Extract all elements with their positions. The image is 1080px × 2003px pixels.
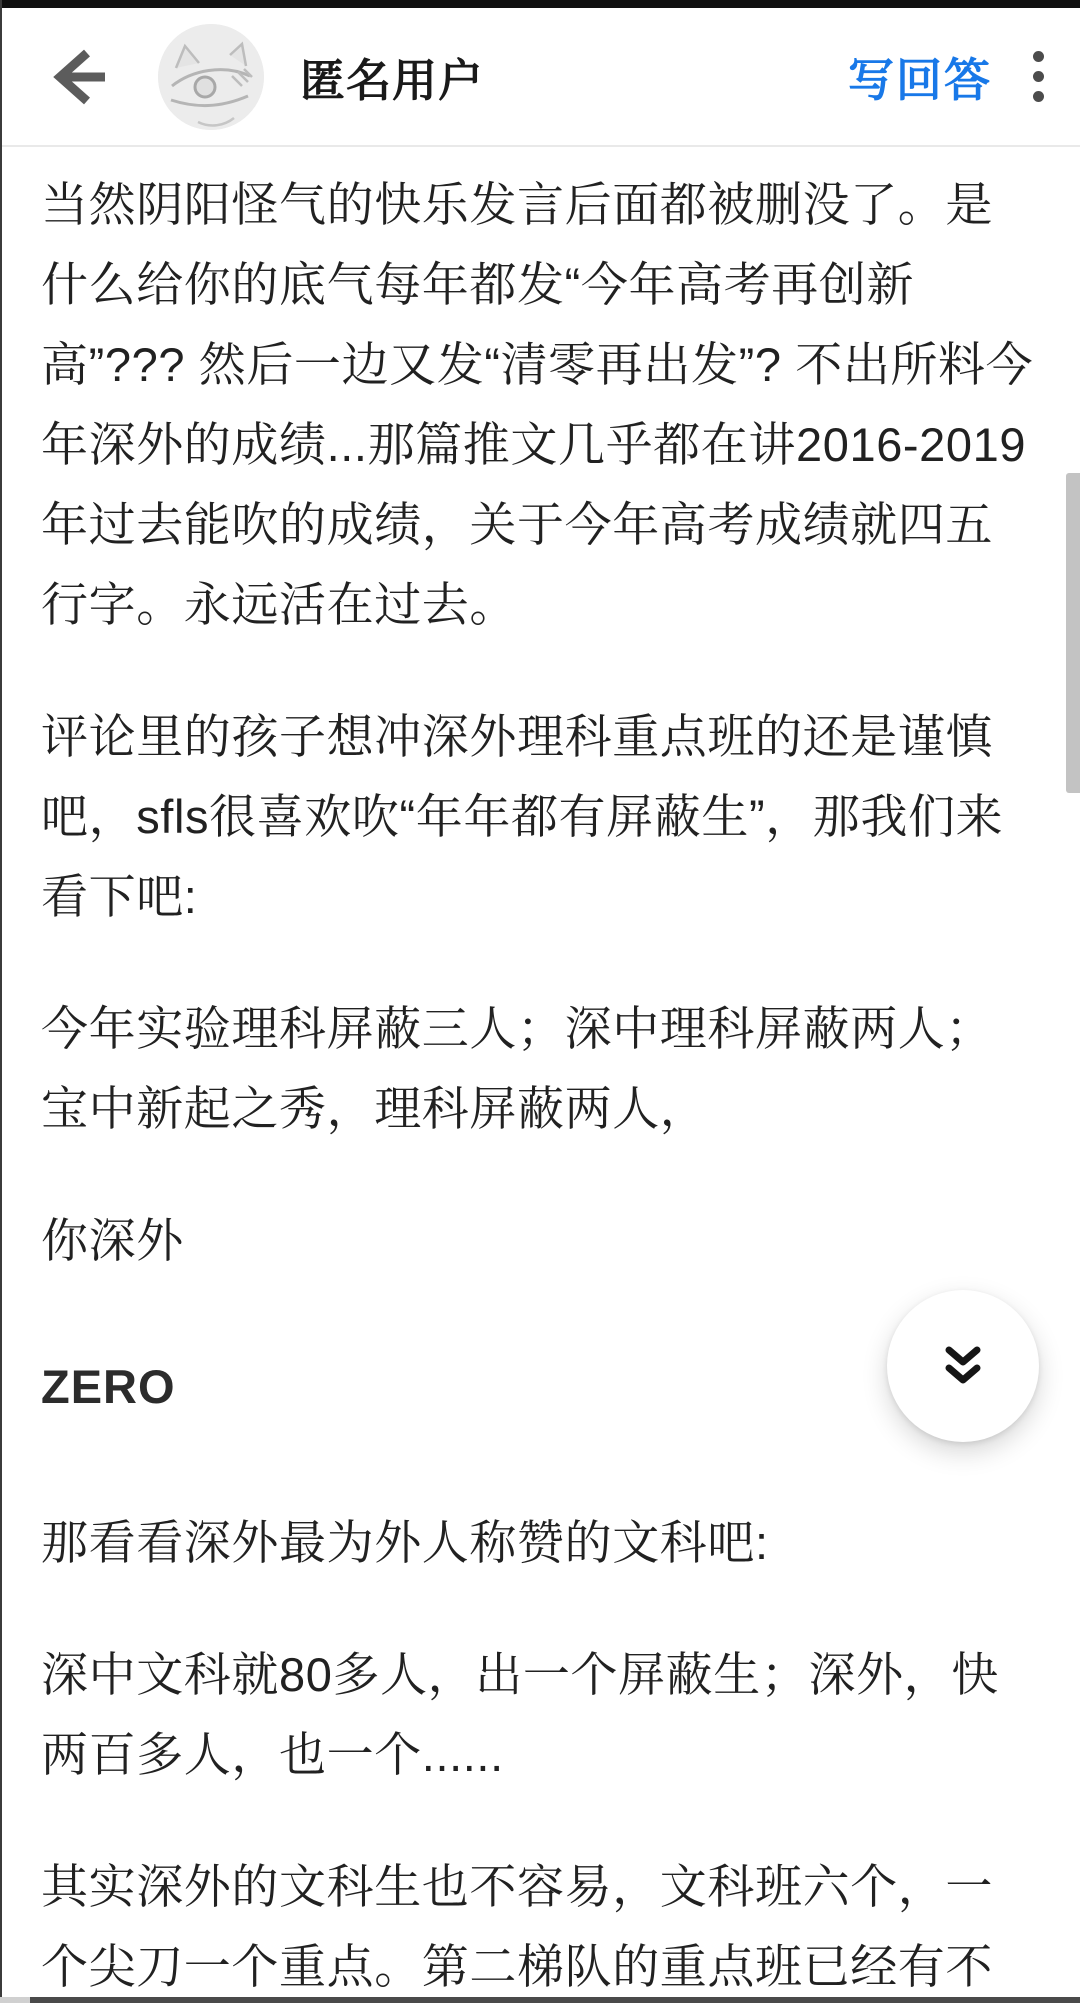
text-paragraph: [41, 697, 1041, 937]
text-line: 年深外的成绩...那篇推文几乎都在讲2016-2019: [41, 418, 1027, 471]
text-line: ZERO: [41, 1360, 176, 1413]
write-answer-button[interactable]: 写回答: [842, 43, 998, 111]
text-line: 年过去能吹的成绩，关于今年高考成绩就四五: [41, 498, 993, 551]
answer-body: [0, 147, 1080, 2003]
kebab-dot: [1033, 71, 1044, 82]
scrollbar-thumb[interactable]: [1066, 473, 1080, 793]
screenshot-bottom-corner: [0, 1997, 30, 2003]
text-paragraph: [41, 1635, 1041, 1795]
text-line: 吧，sfls很喜欢吹“年年都有屏蔽生”，那我们来: [41, 790, 1004, 843]
text-paragraph: [41, 1201, 1041, 1281]
text-line: 个尖刀一个重点。第二梯队的重点班已经有不: [41, 1940, 993, 1993]
text-line: 行字。永远活在过去。: [41, 578, 517, 631]
text-paragraph: [41, 1503, 1041, 1583]
screenshot-top-edge: [0, 0, 1080, 8]
text-line: 评论里的孩子想冲深外理科重点班的还是谨慎: [41, 710, 993, 763]
back-button[interactable]: [48, 42, 118, 112]
back-arrow-icon: [51, 48, 115, 106]
text-line: 两百多人，也一个......: [41, 1728, 504, 1781]
text-line: 什么给你的底气每年都发“今年高考再创新: [41, 258, 915, 311]
text-paragraph: [41, 165, 1041, 645]
text-line: 你深外: [41, 1214, 184, 1267]
text-line: 其实深外的文科生也不容易，文科班六个，一: [41, 1860, 993, 1913]
text-line: 高”??? 然后一边又发“清零再出发”? 不出所料今: [41, 338, 1034, 391]
scroll-to-bottom-button[interactable]: [887, 1290, 1039, 1442]
kebab-dot: [1033, 51, 1044, 62]
anonymous-avatar-icon: [158, 24, 264, 130]
text-paragraph: [41, 989, 1041, 1149]
kebab-dot: [1033, 91, 1044, 102]
screenshot-bottom-edge: [0, 1997, 1080, 2003]
screenshot-left-edge: [0, 0, 2, 2003]
app-header: [0, 8, 1080, 147]
user-name: 匿名用户: [300, 55, 485, 106]
text-line: 那看看深外最为外人称赞的文科吧:: [41, 1516, 769, 1569]
text-line: 看下吧:: [41, 870, 198, 923]
text-line: 深中文科就80多人，出一个屏蔽生；深外，快: [41, 1648, 999, 1701]
text-line: 当然阴阳怪气的快乐发言后面都被删没了。是: [41, 178, 993, 231]
text-line: 宝中新起之秀，理科屏蔽两人，: [41, 1082, 708, 1135]
double-chevron-down-icon: [943, 1344, 983, 1388]
paragraph-list: [41, 165, 1041, 2003]
more-options-button[interactable]: [1008, 37, 1068, 117]
text-paragraph: [41, 1847, 1041, 2003]
text-line: 今年实验理科屏蔽三人；深中理科屏蔽两人；: [41, 1002, 993, 1055]
avatar[interactable]: [158, 24, 264, 130]
